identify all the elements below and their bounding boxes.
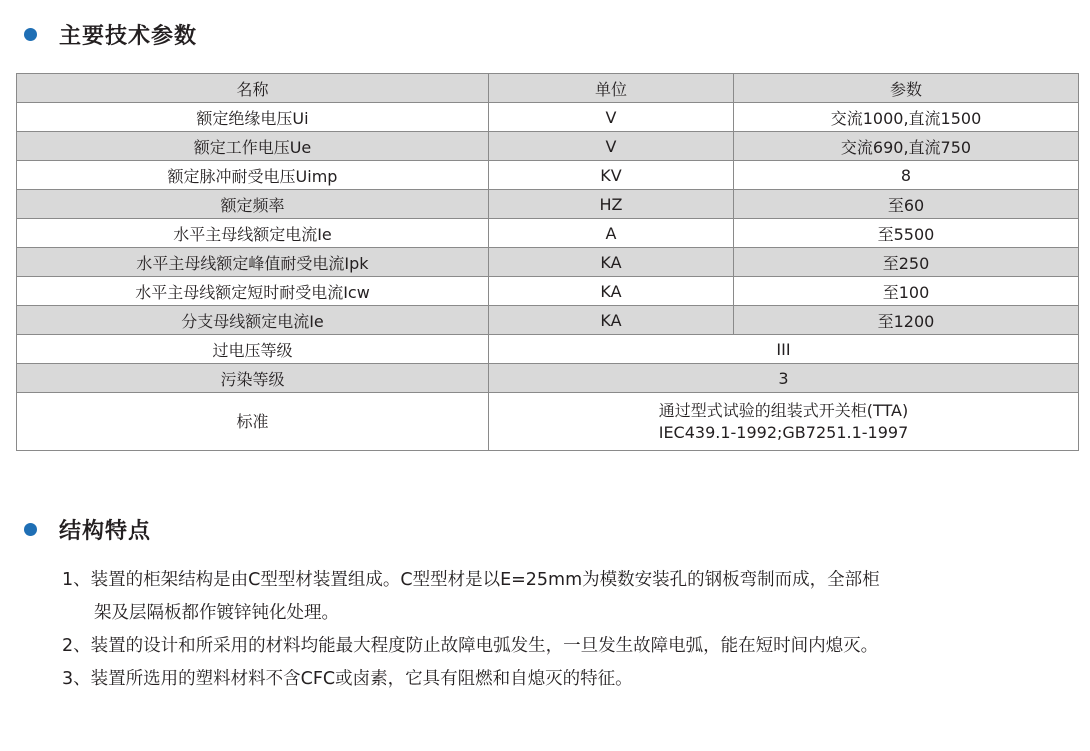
standard-line-2: IEC439.1-1992;GB7251.1-1997	[658, 422, 909, 442]
feature-text-continued: 架及层隔板都作镀锌钝化处理。	[94, 603, 339, 623]
table-row	[17, 103, 1079, 132]
row-value: 3	[489, 364, 1079, 393]
row-name: 水平主母线额定短时耐受电流Icw	[17, 277, 489, 306]
row-param: 至5500	[734, 219, 1079, 248]
row-unit: HZ	[489, 190, 734, 219]
feature-text: 3、装置所选用的塑料材料不含CFC或卤素，它具有阻燃和自熄灭的特征。	[62, 669, 633, 689]
row-name: 水平主母线额定峰值耐受电流Ipk	[17, 248, 489, 277]
specs-section-title: 主要技术参数	[59, 23, 198, 49]
row-name: 污染等级	[17, 364, 489, 393]
table-row	[17, 132, 1079, 161]
header-param: 参数	[734, 74, 1079, 103]
row-value: III	[489, 335, 1079, 364]
bullet-dot-icon	[24, 523, 37, 536]
row-unit: V	[489, 103, 734, 132]
header-unit: 单位	[489, 74, 734, 103]
spec-table	[16, 73, 1079, 451]
table-row-standard	[17, 393, 1079, 451]
row-unit: KA	[489, 248, 734, 277]
table-row	[17, 335, 1079, 364]
header-name: 名称	[17, 74, 489, 103]
row-unit: V	[489, 132, 734, 161]
feature-text: 1、装置的柜架结构是由C型型材装置组成。C型型材是以E=25mm为模数安装孔的钢板弯制而成，全部柜	[62, 570, 880, 590]
table-row	[17, 190, 1079, 219]
row-name: 额定工作电压Ue	[17, 132, 489, 161]
row-unit: KA	[489, 306, 734, 335]
list-item	[62, 630, 1052, 663]
row-name: 额定绝缘电压Ui	[17, 103, 489, 132]
table-row	[17, 219, 1079, 248]
row-name: 标准	[17, 393, 489, 451]
standard-line-1: 通过型式试验的组装式开关柜(TTA)	[658, 400, 909, 420]
feature-text: 2、装置的设计和所采用的材料均能最大程度防止故障电弧发生，一旦发生故障电弧，能在短时间内熄灭。	[62, 636, 879, 656]
row-unit: A	[489, 219, 734, 248]
table-row	[17, 161, 1079, 190]
features-section-heading	[24, 514, 151, 544]
row-name: 额定频率	[17, 190, 489, 219]
list-item	[62, 663, 1052, 696]
table-header-row	[17, 74, 1079, 103]
row-param: 8	[734, 161, 1079, 190]
row-name: 过电压等级	[17, 335, 489, 364]
features-section-title: 结构特点	[59, 518, 152, 544]
list-item	[62, 564, 1052, 630]
row-param: 至60	[734, 190, 1079, 219]
bullet-dot-icon	[24, 28, 37, 41]
specs-section-heading	[24, 19, 197, 49]
table-row	[17, 248, 1079, 277]
table-row	[17, 364, 1079, 393]
row-param: 至1200	[734, 306, 1079, 335]
row-param: 交流1000,直流1500	[734, 103, 1079, 132]
row-value-standard	[489, 393, 1079, 451]
table-row	[17, 277, 1079, 306]
row-name: 分支母线额定电流Ie	[17, 306, 489, 335]
row-name: 额定脉冲耐受电压Uimp	[17, 161, 489, 190]
row-param: 至100	[734, 277, 1079, 306]
features-list	[62, 564, 1052, 696]
row-unit: KV	[489, 161, 734, 190]
row-name: 水平主母线额定电流Ie	[17, 219, 489, 248]
table-row	[17, 306, 1079, 335]
row-param: 至250	[734, 248, 1079, 277]
row-unit: KA	[489, 277, 734, 306]
row-param: 交流690,直流750	[734, 132, 1079, 161]
